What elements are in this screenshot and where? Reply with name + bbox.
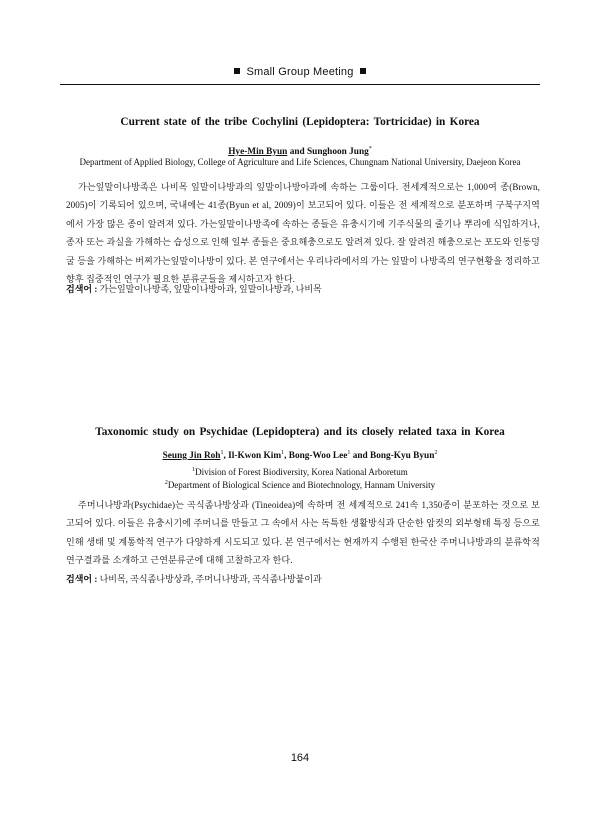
page-number: 164 bbox=[290, 752, 310, 764]
author-name: Il-Kwon Kim bbox=[228, 451, 282, 462]
author-name: Bong-Woo Lee bbox=[288, 451, 348, 462]
author-sup: 1 bbox=[220, 450, 224, 456]
author-joiner: and bbox=[289, 147, 305, 158]
affiliation-text: Division of Forest Biodiversity, Korea National Arboretum bbox=[195, 467, 408, 477]
paper-2-keywords bbox=[66, 572, 540, 585]
author-name: Sunghoon Jung bbox=[307, 147, 369, 158]
keywords-label: 검색어 : bbox=[66, 284, 98, 294]
affiliation-sup: 2 bbox=[164, 480, 168, 486]
header-text: Small Group Meeting bbox=[246, 66, 354, 78]
paper-2-title: Taxonomic study on Psychidae (Lepidoptera) and its closely related taxa in Korea bbox=[95, 426, 505, 438]
paper-1-affiliation: Department of Applied Biology, College of Agriculture and Life Sciences, Chungnam National University, Daejeon Korea bbox=[79, 157, 521, 167]
author-name: Hye-Min Byun bbox=[228, 147, 288, 158]
author-name: Seung Jin Roh bbox=[162, 451, 221, 462]
affiliation-sup: 1 bbox=[192, 467, 196, 473]
paper-1-keywords bbox=[66, 282, 540, 295]
keywords-text: 나비목, 곡식좀나방상과, 주머니나방과, 곡식좀나방붙이과 bbox=[99, 574, 322, 584]
keywords-label: 검색어 : bbox=[66, 574, 98, 584]
square-bullet-icon bbox=[234, 68, 240, 74]
paper-2-authors: Seung Jin Roh$^1$, Il-Kwon Kim$^1$, Bong-Woo Lee$^1$ and Bong-Kyu Byun$^2$ bbox=[162, 450, 438, 462]
author-name: Bong-Kyu Byun bbox=[370, 451, 435, 462]
paper-1-title: Current state of the tribe Cochylini (Lepidoptera: Tortricidae) in Korea bbox=[120, 116, 480, 128]
running-header bbox=[60, 66, 540, 78]
paper-2-abstract: 주머니나방과(Psychidae)는 곡식좀나방상과 (Tineoidea)에 속하며 전 세계적으로 241속 1,350종이 분포하는 것으로 보고되어 있다. 이들은 유충시기에 주머니를 만들고 그 속에서 사는 독특한 생활방식과 단순한 암컷의 외부형태 특징 등으로 인해 생태 및 계통학적 연구가 다양하게 시도되고 있다. 본 연구에서는 현재까지 수행된 한국산 주머니나방과의 분류학적 연구결과를 소개하고 근연분류군에 대해 고찰하고자 한다. bbox=[66, 500, 540, 566]
author-sup: 1 bbox=[281, 450, 285, 456]
author-sup: 2 bbox=[434, 450, 438, 456]
keywords-text: 가는잎말이나방족, 잎말이나방아과, 잎말이나방과, 나비목 bbox=[99, 284, 322, 294]
affiliation-text: Department of Biological Science and Biotechnology, Hannam University bbox=[167, 480, 436, 490]
header-rule bbox=[60, 84, 540, 85]
square-bullet-icon bbox=[360, 68, 366, 74]
author-joiner: and bbox=[352, 451, 368, 462]
paper-2-affiliation-2 bbox=[60, 477, 540, 492]
author-sup: 1 bbox=[347, 450, 351, 456]
paper-1-abstract: 가는잎말이나방족은 나비목 잎말이나방과의 잎말이나방아과에 속하는 그룹이다. 전세계적으로는 1,000여 종(Brown, 2005)이 기록되어 있으며, 국내에는 41종(Byun et al, 2009)이 보고되어 있다. 이들은 전 세계적으로 분포하며 구북구지역에서 가장 많은 종이 알려져 있다. 가는잎말이나방족에 속하는 종들은 유충시기에 기주식물의 줄기나 뿌리에 식입하거나, 종자 또는 과실을 가해하는 습성으로 인해 일부 종들은 중요해충으로도 알려져 있다. 잘 알려진 해충으로는 포도와 인동덩굴 등을 가해하는 버찌가는잎말이나방이 있다. 본 연구에서는 우리나라에서의 가는 잎말이 나방족의 연구현황을 정리하고 향후 집중적인 연구가 필요한 분류군들을 제시하고자 한다. bbox=[66, 182, 540, 285]
author-sup: * bbox=[368, 146, 372, 152]
